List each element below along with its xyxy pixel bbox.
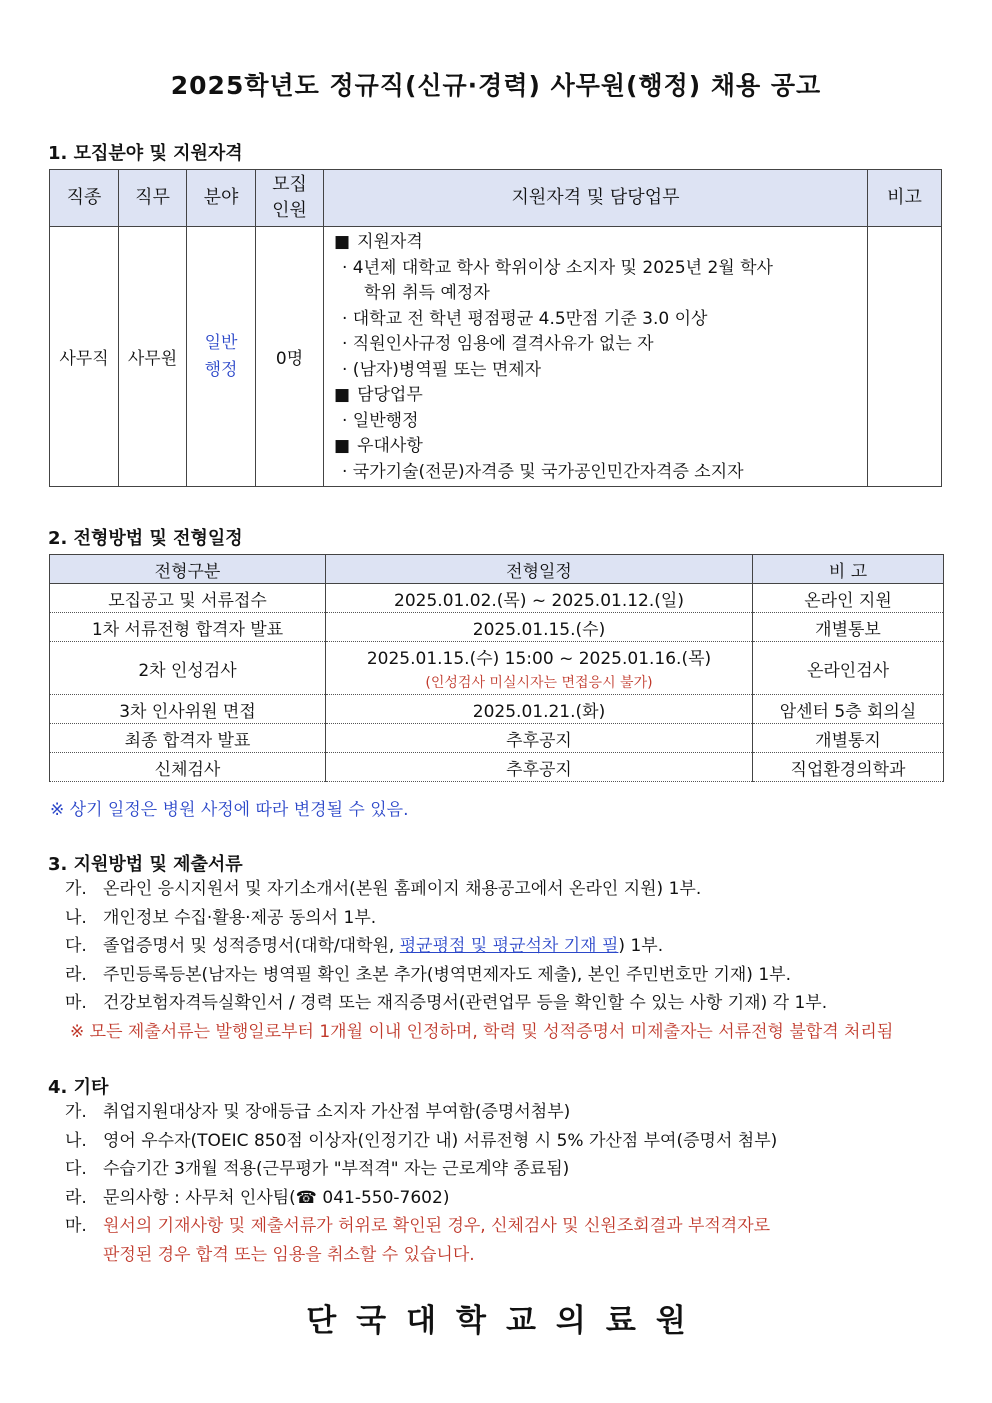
cell-job-type: 사무직 <box>50 227 119 487</box>
cell-headcount: 0명 <box>256 227 324 487</box>
table-row <box>50 613 944 642</box>
header-field: 분야 <box>187 170 256 227</box>
recruitment-field-table <box>49 169 942 487</box>
work-title: 담당업무 <box>357 385 423 405</box>
list-item: 마. 원서의 기재사항 및 제출서류가 허위로 확인된 경우, 신체검사 및 신원조회결과 부적격자로 <box>65 1216 771 1236</box>
cell-stage: 모집공고 및 서류접수 <box>50 584 326 613</box>
organization-name: 단국대학교의료원 <box>306 1303 706 1339</box>
cell-date: 2025.01.02.(목) ~ 2025.01.12.(일) <box>326 584 753 613</box>
header-remarks: 비고 <box>868 170 942 227</box>
table-row <box>50 753 944 782</box>
other-list <box>65 1098 955 1269</box>
section1-heading: 1. 모집분야 및 지원자격 <box>48 143 243 164</box>
square-bullet-icon: ■ <box>334 436 351 456</box>
cell-remark: 온라인 지원 <box>753 584 944 613</box>
phone-icon: ☎ <box>295 1187 317 1208</box>
header-qualifications: 지원자격 및 담당업무 <box>324 170 868 227</box>
cell-remark: 온라인검사 <box>753 642 944 695</box>
header-headcount: 모집 인원 <box>256 170 324 227</box>
section3-heading: 3. 지원방법 및 제출서류 <box>48 854 243 875</box>
work-item: · 일반행정 <box>342 410 419 431</box>
table-row <box>50 584 944 613</box>
schedule-table <box>49 554 944 782</box>
preference-title: 우대사항 <box>357 436 423 456</box>
square-bullet-icon: ■ <box>334 232 351 252</box>
page-title: 2025학년도 정규직(신규·경력) 사무원(행정) 채용 공고 <box>170 71 822 100</box>
list-item: 마. 건강보험자격득실확인서 / 경력 또는 재직증명서(관련업무 등을 확인할 수 있는 사항 기재) 각 1부. <box>65 993 828 1013</box>
header-stage: 전형구분 <box>50 555 326 584</box>
qualification-title: 지원자격 <box>357 232 423 252</box>
cell-job-duty: 사무원 <box>119 227 187 487</box>
cell-date: 추후공지 <box>326 753 753 782</box>
cell-remarks <box>868 227 942 487</box>
cell-stage: 2차 인성검사 <box>50 642 326 695</box>
list-item: 가. 온라인 응시지원서 및 자기소개서(본원 홈페이지 채용공고에서 온라인 지원) 1부. <box>65 879 702 899</box>
cell-field: 일반 행정 <box>187 227 256 487</box>
cell-stage: 최종 합격자 발표 <box>50 724 326 753</box>
qualification-item-cont: 학위 취득 예정자 <box>364 283 490 303</box>
cell-date: 추후공지 <box>326 724 753 753</box>
schedule-note: ※ 상기 일정은 병원 사정에 따라 변경될 수 있음. <box>50 800 409 820</box>
square-bullet-icon: ■ <box>334 385 351 405</box>
section2-heading: 2. 전형방법 및 전형일정 <box>48 528 243 549</box>
header-job-duty: 직무 <box>119 170 187 227</box>
cell-remark: 개별통지 <box>753 724 944 753</box>
header-schedule: 전형일정 <box>326 555 753 584</box>
list-item: 다. 졸업증명서 및 성적증명서(대학/대학원, 평균평점 및 평균석차 기재 필) 1부. <box>65 936 664 956</box>
list-item: 나. 개인정보 수집·활용·제공 동의서 1부. <box>65 907 377 928</box>
table-row <box>50 227 942 487</box>
table-header-row <box>50 170 942 227</box>
qualification-item: · 대학교 전 학년 평점평균 4.5만점 기준 3.0 이상 <box>342 308 708 329</box>
list-item-cont: 판정된 경우 합격 또는 임용을 취소할 수 있습니다. <box>103 1244 475 1265</box>
cell-date: 2025.01.15.(수) <box>326 613 753 642</box>
header-job-type: 직종 <box>50 170 119 227</box>
preference-item: · 국가기술(전문)자격증 및 국가공인민간자격증 소지자 <box>342 461 744 482</box>
cell-qualifications-detail <box>324 227 868 487</box>
qualification-item: · 직원인사규정 임용에 결격사유가 없는 자 <box>342 334 654 354</box>
qualification-item: · 4년제 대학교 학사 학위이상 소지자 및 2025년 2월 학사 <box>342 257 773 278</box>
table-row <box>50 642 944 695</box>
table-header-row <box>50 555 944 584</box>
cell-remark: 개별통보 <box>753 613 944 642</box>
documents-list <box>65 875 955 1046</box>
list-item: 다. 수습기간 3개월 적용(근무평가 "부적격" 자는 근로계약 종료됨) <box>65 1159 570 1179</box>
date-text: 2025.01.15.(수) 15:00 ~ 2025.01.16.(목) <box>366 649 712 669</box>
list-item: 라. 주민등록등본(남자는 병역필 확인 초본 추가(병역면제자도 제출), 본인 주민번호만 기재) 1부. <box>65 964 791 985</box>
cell-stage: 신체검사 <box>50 753 326 782</box>
cell-remark: 암센터 5층 회의실 <box>753 695 944 724</box>
list-item: 라. 문의사항 : 사무처 인사팀(☎ 041-550-7602) <box>65 1187 450 1208</box>
list-item: 나. 영어 우수자(TOEIC 850점 이상자(인정기간 내) 서류전형 시 5% 가산점 부여(증명서 첨부) <box>65 1130 778 1151</box>
section4-heading: 4. 기타 <box>48 1077 109 1098</box>
cell-remark: 직업환경의학과 <box>753 753 944 782</box>
header-remark: 비 고 <box>753 555 944 584</box>
list-item: 가. 취업지원대상자 및 장애등급 소지자 가산점 부여함(증명서첨부) <box>65 1102 571 1122</box>
date-subnote: (인성검사 미실시자는 면접응시 불가) <box>425 675 653 691</box>
table-row <box>50 695 944 724</box>
gpa-rank-requirement-link: 평균평점 및 평균석차 기재 필 <box>399 936 619 956</box>
cell-stage: 3차 인사위원 면접 <box>50 695 326 724</box>
documents-warning: ※ 모든 제출서류는 발행일로부터 1개월 이내 인정하며, 학력 및 성적증명서 미제출자는 서류전형 불합격 처리됨 <box>70 1021 894 1042</box>
cell-stage: 1차 서류전형 합격자 발표 <box>50 613 326 642</box>
qualification-item: · (남자)병역필 또는 면제자 <box>342 359 542 380</box>
table-row <box>50 724 944 753</box>
cell-date: 2025.01.21.(화) <box>326 695 753 724</box>
cell-date <box>326 642 753 695</box>
